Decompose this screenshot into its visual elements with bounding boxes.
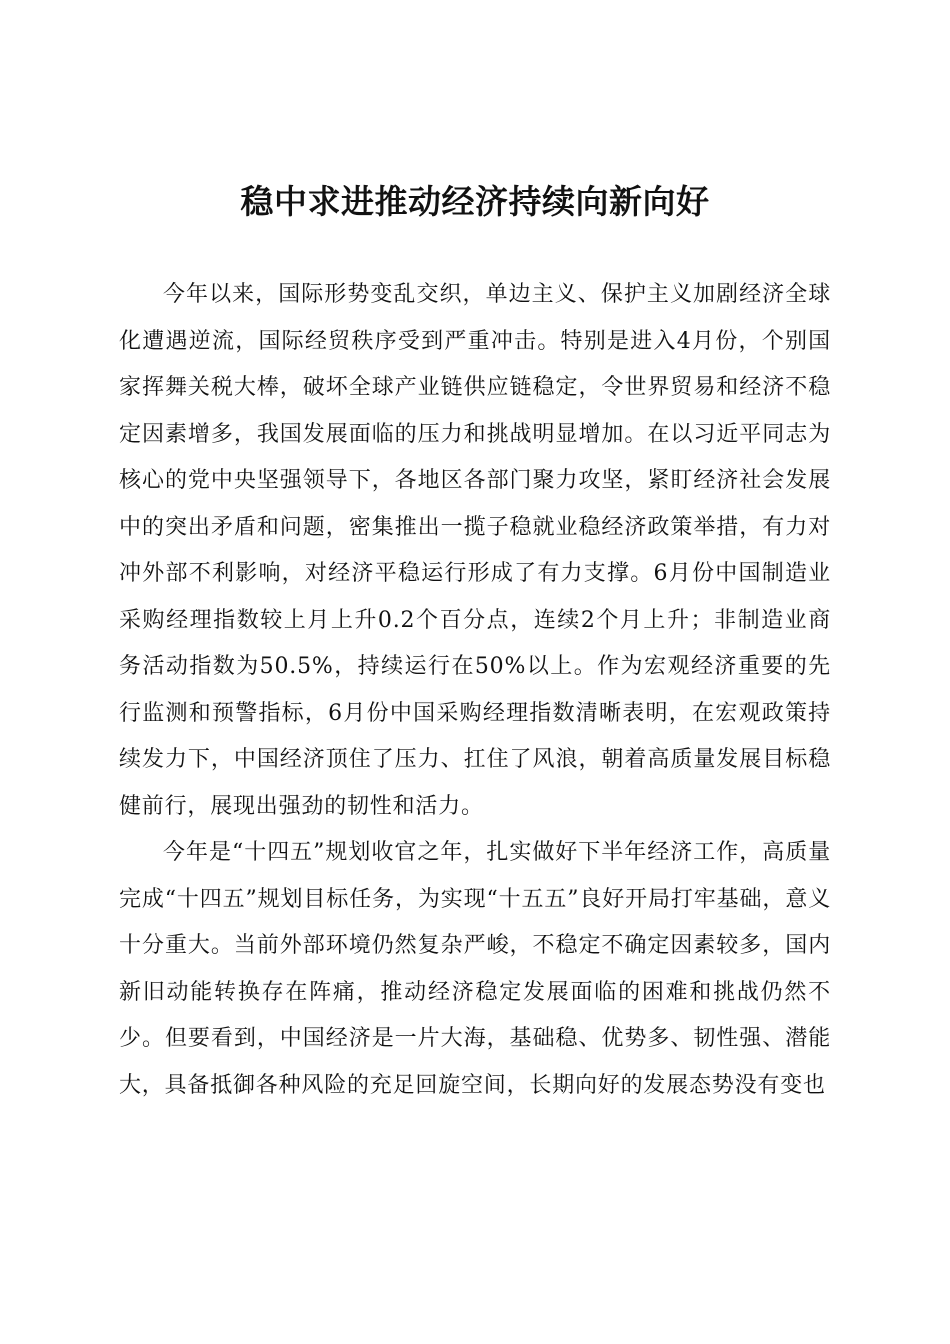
page-title: 稳中求进推动经济持续向新向好: [240, 182, 710, 221]
paragraph-2: 今年是“十四五”规划收官之年，扎实做好下半年经济工作，高质量完成“十四五”规划目标任务，为实现“十五五”良好开局打牢基础，意义十分重大。当前外部环境仍然复杂严峻，不稳定不确定因素较多，国内新旧动能转换存在阵痛，推动经济稳定发展面临的困难和挑战仍然不少。但要看到，中国经济是一片大海，基础稳、优势多、韧性强、潜能大，具备抵御各种风险的充足回旋空间，长期向好的发展态势没有变也: [119, 840, 831, 1098]
paragraph-1: 今年以来，国际形势变乱交织，单边主义、保护主义加剧经济全球化遭遇逆流，国际经贸秩序受到严重冲击。特别是进入4月份，个别国家挥舞关税大棒，破坏全球产业链供应链稳定，令世界贸易和经济不稳定因素增多，我国发展面临的压力和挑战明显增加。在以习近平同志为核心的党中央坚强领导下，各地区各部门聚力攻坚，紧盯经济社会发展中的突出矛盾和问题，密集推出一揽子稳就业稳经济政策举措，有力对冲外部不利影响，对经济平稳运行形成了有力支撑。6月份中国制造业采购经理指数较上月上升0.2个百分点，连续2个月上升；非制造业商务活动指数为50.5%，持续运行在50%以上。作为宏观经济重要的先行监测和预警指标，6月份中国采购经理指数清晰表明，在宏观政策持续发力下，中国经济顶住了压力、扛住了风浪，朝着高质量发展目标稳健前行，展现出强劲的韧性和活力。: [119, 282, 831, 819]
document-body: [119, 272, 831, 1109]
